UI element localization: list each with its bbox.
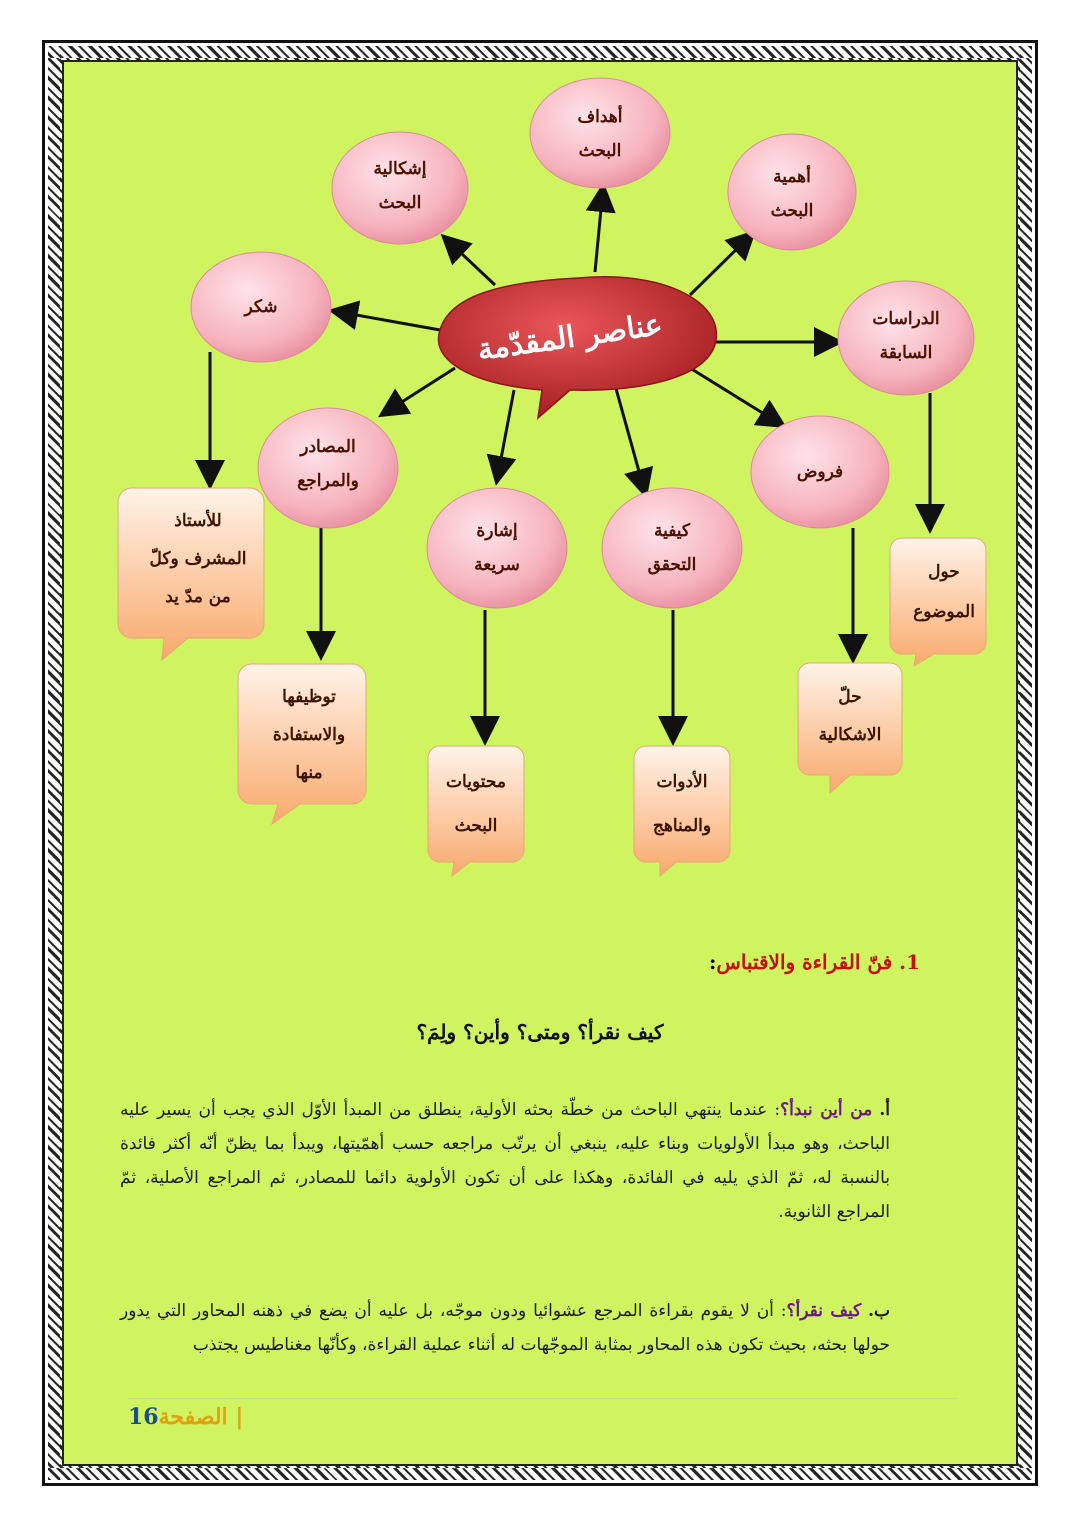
paragraph-a-lead: من أين نبدأ؟	[780, 1100, 873, 1120]
node-ahamiya-line2: البحث	[770, 201, 814, 221]
node-masadir-line2: والمراجع	[297, 471, 359, 491]
callout-hall-line1: حلّ	[838, 687, 862, 707]
node-shukr	[201, 290, 321, 324]
callout-muhtawayat-line1: محتويات	[446, 772, 506, 792]
page-number: 16	[128, 1404, 159, 1430]
section-heading	[500, 950, 920, 974]
callout-adawat-line2: والمناهج	[652, 816, 712, 836]
node-kayfiya-line1: كيفية	[653, 521, 691, 541]
callout-muhtawayat-text	[428, 760, 524, 848]
node-ahdaf	[540, 100, 660, 168]
arrow-to-masadir	[383, 368, 455, 414]
paragraph-b-lead: كيف نقرأ؟	[786, 1301, 862, 1321]
node-ishara-line1: إشارة	[476, 521, 518, 541]
footer-divider	[128, 1398, 958, 1399]
node-ishkaliya	[340, 152, 460, 220]
callout-hawl-line1: حول	[928, 562, 960, 582]
node-dirasat-line2: السابقة	[879, 343, 933, 363]
callout-tawdhif-line3: منها	[295, 763, 323, 783]
paragraph-a-text: : عندما ينتهي الباحث من خطّة بحثه الأولية، ينطلق من المبدأ الأوّل الذي يجب أن يسير عليه الباحث، وهو مبدأ الأولويات وبناء عليه، ينبغي أن يرتّب مراجعه حسب أهمّيتها، ويبدأ بما يظنّ أنّه أكثر فائدة بالنسبة له، ثمّ الذي يليه في الفائدة، وهكذا على أن تكون الأولوية دائما للمصادر، ثم المراجع الأصلية، ثمّ المراجع الثانوية.	[120, 1100, 890, 1222]
paragraph-b-text: : أن لا يقوم بقراءة المرجع عشوائيا ودون موجّه، بل عليه أن يضع في ذهنه المحاور التي يدور حولها بحثه، بحيث تكون هذه المحاور بمثابة الموجّهات له أثناء عملية القراءة، وكأنّها مغناطيس يجتذب	[120, 1301, 890, 1355]
node-ishara-line2: سريعة	[474, 555, 520, 575]
paragraph-a	[120, 1093, 890, 1229]
node-ahdaf-line1: أهداف	[577, 107, 623, 127]
node-ishkaliya-line1: إشكالية	[373, 159, 427, 179]
arrow-to-ahdaf	[595, 188, 603, 272]
callout-adawat-line1: الأدوات	[656, 772, 708, 792]
section-title: فنّ القراءة والاقتباس	[716, 950, 893, 974]
callout-ustadh-line2: المشرف وكلّ	[149, 549, 247, 569]
node-ahdaf-line2: البحث	[578, 141, 622, 161]
arrow-to-furud	[690, 368, 782, 425]
paragraph-a-marker: أ.	[879, 1100, 890, 1120]
node-furud-line1: فروض	[796, 462, 844, 482]
paragraph-b-marker: ب.	[868, 1301, 891, 1321]
callout-ustadh-text	[122, 502, 274, 616]
callout-hall-line2: الاشكالية	[818, 725, 882, 745]
node-shukr-line1: شكر	[244, 297, 278, 317]
arrow-to-ishkaliya	[445, 238, 495, 285]
node-furud	[760, 455, 880, 489]
node-masadir	[268, 430, 388, 498]
node-ishkaliya-line2: البحث	[378, 193, 422, 213]
question-heading: كيف نقرأ؟ ومتى؟ وأين؟ ولِمَ؟	[416, 1020, 664, 1044]
callout-hall-text	[798, 678, 902, 754]
node-dirasat-line1: الدراسات	[872, 309, 940, 329]
node-dirasat	[846, 302, 966, 370]
node-ishara	[437, 514, 557, 582]
footer-bar: |	[235, 1404, 244, 1430]
callout-muhtawayat-line2: البحث	[454, 816, 498, 836]
center-label: عناصر المقدّمة	[475, 307, 665, 368]
arrow-to-kayfiya	[615, 385, 645, 493]
section-number: 1.	[899, 950, 920, 974]
arrow-to-ahamiya	[690, 234, 752, 295]
paragraph-b	[120, 1294, 890, 1362]
node-masadir-line1: المصادر	[300, 437, 356, 457]
callout-tawdhif-text	[238, 678, 380, 792]
arrow-to-shukr	[334, 311, 440, 330]
callout-hawl-line2: الموضوع	[913, 602, 975, 622]
callout-adawat-text	[634, 760, 730, 848]
footer-word: الصفحة	[158, 1404, 228, 1430]
callout-ustadh-line3: من مدّ يد	[165, 587, 231, 607]
node-ahamiya-line1: أهمية	[773, 167, 811, 187]
callout-ustadh-line1: للأستاذ	[174, 511, 222, 531]
node-ahamiya	[732, 160, 852, 228]
callout-tawdhif-line1: توظيفها	[282, 687, 336, 707]
node-kayfiya-line2: التحقق	[647, 555, 697, 575]
callout-hawl-text	[890, 552, 998, 632]
arrow-to-ishara	[497, 390, 514, 480]
section-colon: :	[709, 950, 717, 974]
page-footer	[128, 1404, 243, 1430]
node-kayfiya	[612, 514, 732, 582]
callout-tawdhif-line2: والاستفادة	[272, 725, 346, 745]
